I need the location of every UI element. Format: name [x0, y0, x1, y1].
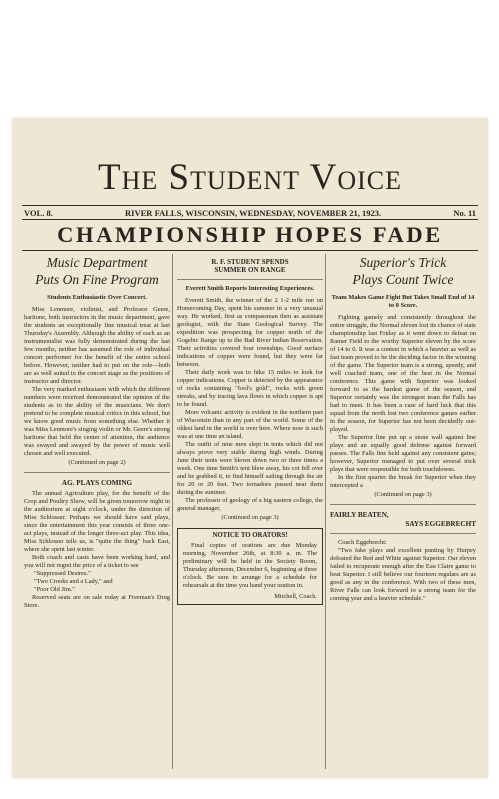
subhead: Students Enthusiastic Over Concert.	[47, 294, 147, 301]
place-date: RIVER FALLS, WISCONSIN, WEDNESDAY, NOVEMBER 21, 1923.	[125, 208, 382, 218]
notice-title: NOTICE TO ORATORS!	[212, 532, 288, 539]
notice-box	[177, 528, 323, 605]
headline-rule	[22, 250, 478, 251]
article-title-music: Music Department Puts On Fine Program	[35, 255, 159, 287]
paragraph: Coach Eggebrecht:	[338, 539, 387, 546]
volume-label: VOL. 8.	[24, 208, 53, 218]
masthead-rule-bottom	[22, 219, 478, 220]
article-title-eggebrecht: FAIRLY BEATEN,	[330, 511, 389, 519]
paragraph: The Superior line put up a stone wall against line plays and an equally good defense against forward passes. The Falls line held against any consistent gains; however, Superior managed to put over several trick plays that were responsible for both touchdowns.	[330, 434, 476, 473]
paragraph: Fighting gamely and consistently throughout the entire struggle, the Normal eleven lost its chance of state championship last Friday as it went down to defeat on Ramer Field to the worthy Superior eleven by the score of 14 to 0. It was a contest in which a heavier as well as fast team proved to be the deciding factor in the winning of the game. The Superior team is a strong, speedy, and well coached team, one of the best in the Normal conference. This game with Superior was looked forward to as the hardest game of the season, and Superior certainly was the strongest team the Falls has had to meet. It has been a case of hard luck that this squad from the north lost two conference games earlier in the season, for Superior has not been decidedly out-played.	[330, 314, 476, 433]
paragraph: The annual Agriculture play, for the benefit of the Crop and Poultry Show, will be given tomorrow night in the auditorium at eight o'clock, under the direction of Miss Schlosser. Perhaps we should have said plays, since the entertainment this year consists of three one-act plays, instead of the longer three-act play. This idea, Miss Schlosser tells us, is "quite the thing" back East, where she spent last winter.	[24, 490, 170, 553]
article-divider	[177, 279, 323, 280]
article-divider	[24, 472, 170, 473]
article-title-eggebrecht-2: SAYS EGGEBRECHT	[405, 520, 476, 528]
paragraph: Reserved seats are on sale today at Freeman's Drug Store.	[24, 594, 170, 609]
paragraph: The very marked enthusiasm with which the different numbers were received demonstrated the opinion of the students as to the ability of the musicians. We don't pretend to be complete musical critics in this school, but we know good music from something else. Whether it was Miss Lenmore's singing violin or Mr. Geere's strong baritone that held the center of attention, the audience was swayed and awayed by the power of music well chosen and well executed.	[24, 386, 170, 457]
masthead-title: The Student Voice	[97, 157, 403, 198]
paragraph: Everett Smith, the winner of the 2 1-2 mile run on Homecoming Day, spent his summer in a very unusual way. He worked, first as compassman then as assistant geologist, with the State Geological Survey. The expedition was prospecting for copper north of the Gogebic Range up to the Bad River Indian Reservation. Their activities covered four townships. Good surface indications of copper were found, but they were far between.	[177, 297, 323, 368]
article-title-ag-plays: AG. PLAYS COMING	[61, 479, 133, 487]
paragraph: Both coach and casts have been working hard, and you will not regret the price of a ticket to see	[24, 554, 170, 569]
article-divider	[330, 533, 476, 534]
column-divider	[172, 254, 173, 769]
masthead-rule-top	[22, 205, 478, 206]
column-range	[177, 254, 323, 772]
column-divider	[325, 254, 326, 769]
subhead: Everett Smith Reports Interesting Experiences.	[185, 285, 315, 292]
paragraph: Miss Lenmore, violinist, and Professor Geere, baritone, both instructors in the music department, gave the students an exceptionally fine musical treat at last Thursday's Assembly. Although the ability of each as an instrumentalist was fully demonstrated during the last few months, neither has assumed the role of individual concert performer for the benefit of the entire school before. However, neither had to put on the role—both are as well suited to the concert stage as the positions of instructor and director.	[24, 306, 170, 385]
article-divider	[330, 504, 476, 505]
paragraph: The outfit of nine men slept in tents which did not always prove very stable during high winds. During June their tents were blown down two or three times a week. One time Smith's tent blew away, his cot fell over and he grabbed it, to find himself sailing through the air for 20 or 20 feet. Two tornadoes passed near them during the summer.	[177, 441, 323, 496]
column-music	[24, 254, 170, 772]
continued-note: (Continued on page 3)	[221, 514, 279, 521]
dateline	[24, 208, 476, 218]
paragraph: More volcanic activity is evident in the northern part of Wisconsin than in any part of the world. Some of the oldest land in the world is over here. Where now is such was at one time an island.	[177, 409, 323, 440]
issue-number: No. 11	[453, 208, 476, 218]
continued-note: (Continued on page 2)	[68, 459, 126, 466]
play-title: "Suppressed Desires."	[34, 570, 91, 577]
paragraph: The professor of geology of a big eastern college, the general manager,	[177, 497, 323, 512]
article-title-range: R. F. STUDENT SPENDS SUMMER ON RANGE	[211, 258, 289, 274]
subhead: Team Makes Game Fight But Takes Small End of 14 to 0 Score.	[331, 294, 475, 309]
newspaper-page	[12, 118, 488, 778]
notice-signature: Mitchell, Coach.	[274, 593, 317, 600]
column-football	[330, 254, 476, 772]
paragraph: "Two fake plays and excellent punting by Hurpey defeated the Red and White against Superior. Our eleven failed to recuperate enough after the Eau Claire game to beat Superior. I still believe our fourteen regulars are as good as any in the conference. With two of these men, River Falls can look forward to a strong team for the coming year and a heavier schedule."	[330, 547, 476, 602]
main-headline: CHAMPIONSHIP HOPES FADE	[57, 222, 443, 247]
play-title: "Poor Old Jim."	[34, 586, 75, 593]
continued-note: (Continued on page 3)	[374, 491, 432, 498]
play-title: "Two Crooks and a Lady," and	[34, 578, 113, 585]
article-title-superior: Superior's Trick Plays Count Twice	[352, 255, 454, 287]
paragraph: Their daily work was to hike 15 miles to look for copper indications. Copper is detected by the appearance of rocks containing "fool's gold", rocks with green streaks, and by tracing lava flows in which copper is apt to be found.	[177, 369, 323, 408]
notice-body: Final copies of orations are due Monday morning, November 26th, at 8:30 a. m. The preliminary will be held in the Society Room, Thursday afternoon, December 6, beginning at three o'clock. Be sure to arrange for a schedule for rehearsals at the time you hand your oration in.	[183, 542, 317, 589]
paragraph: In the first quarter the break for Superior when they intercepted a	[330, 474, 476, 489]
